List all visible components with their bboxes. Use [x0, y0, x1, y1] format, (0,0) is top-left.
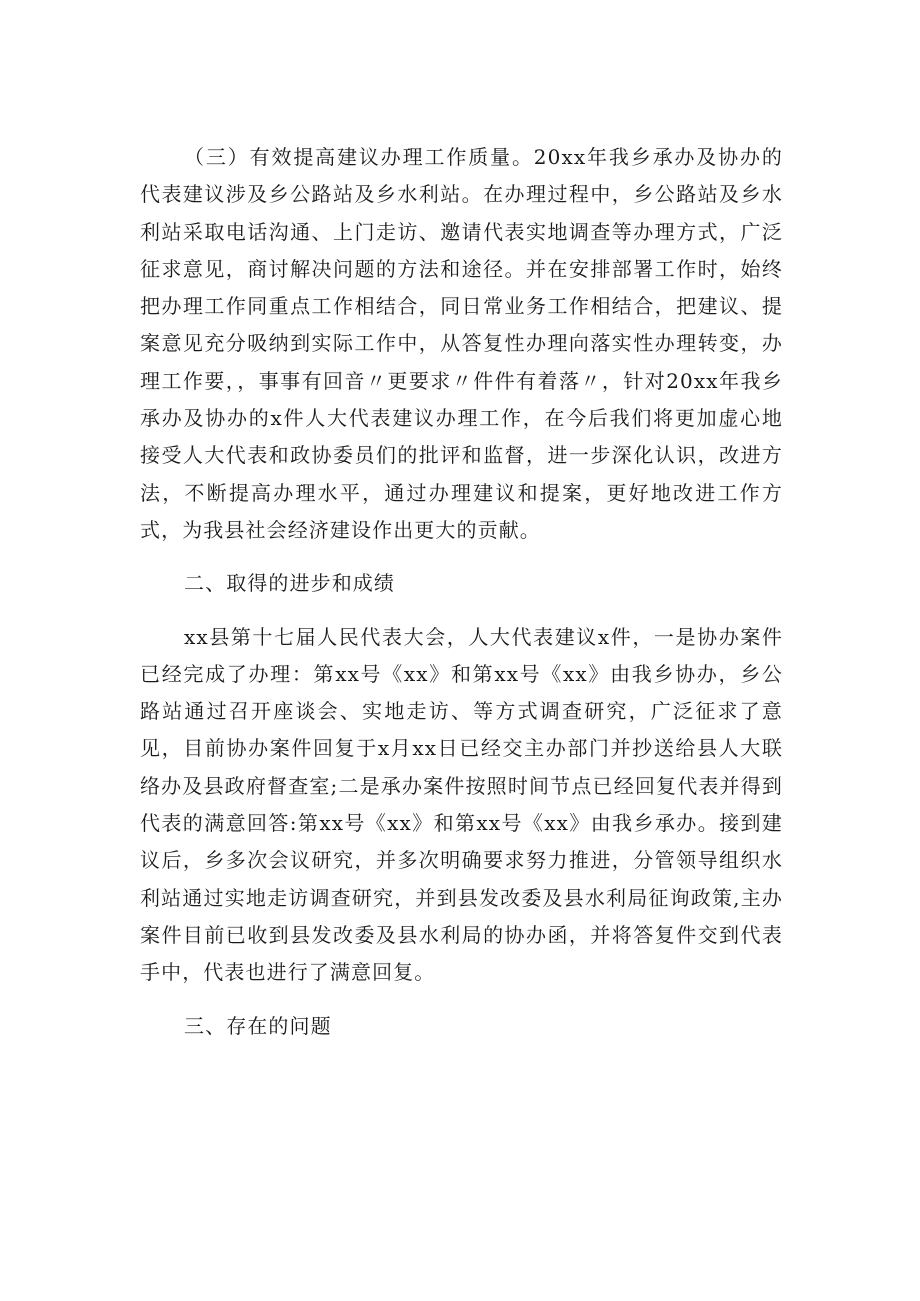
paragraph-improve-quality: （三）有效提高建议办理工作质量。20xx年我乡承办及协办的代表建议涉及乡公路站及乡水利站。在办理过程中，乡公路站及乡水利站采取电话沟通、上门走访、邀请代表实地调查等办理方式，广泛征求意见，商讨解决问题的方法和途径。并在安排部署工作时，始终把办理工作同重点工作相结合，同日常业务工作相结合，把建议、提案意见充分吸纳到实际工作中，从答复性办理向落实性办理转变，办理工作要，，事事有回音〃更要求〃件件有着落〃，针对20xx年我乡承办及协办的x件人大代表建议办理工作，在今后我们将更加虚心地接受人大代表和政协委员们的批评和监督，进一步深化认识，改进方法，不断提高办理水平，通过办理建议和提案，更好地改进工作方式，为我县社会经济建设作出更大的贡献。 — [140, 145, 783, 542]
paragraph-progress-details: xx县第十七届人民代表大会，人大代表建议x件，一是协办案件已经完成了办理：第xx号《xx》和第xx号《xx》由我乡协办，乡公路站通过召开座谈会、实地走访、等方式调查研究，广泛征求了意见，目前协办案件回复于x月xx日已经交主办部门并抄送给县人大联络办及县政府督查室;二是承办案件按照时间节点已经回复代表并得到代表的满意回答:第xx号《xx》和第xx号《xx》由我乡承办。接到建议后，乡多次会议研究，并多次明确要求努力推进，分管领导组织水利站通过实地走访调查研究，并到县发改委及县水利局征询政策,主办案件目前已收到县发改委及县水利局的协办函，并将答复件交到代表手中，代表也进行了满意回复。 — [140, 624, 783, 985]
section-heading-problems: 三、存在的问题 — [184, 1013, 332, 1038]
section-heading-progress: 二、取得的进步和成绩 — [184, 571, 395, 596]
document-body — [140, 139, 783, 1045]
